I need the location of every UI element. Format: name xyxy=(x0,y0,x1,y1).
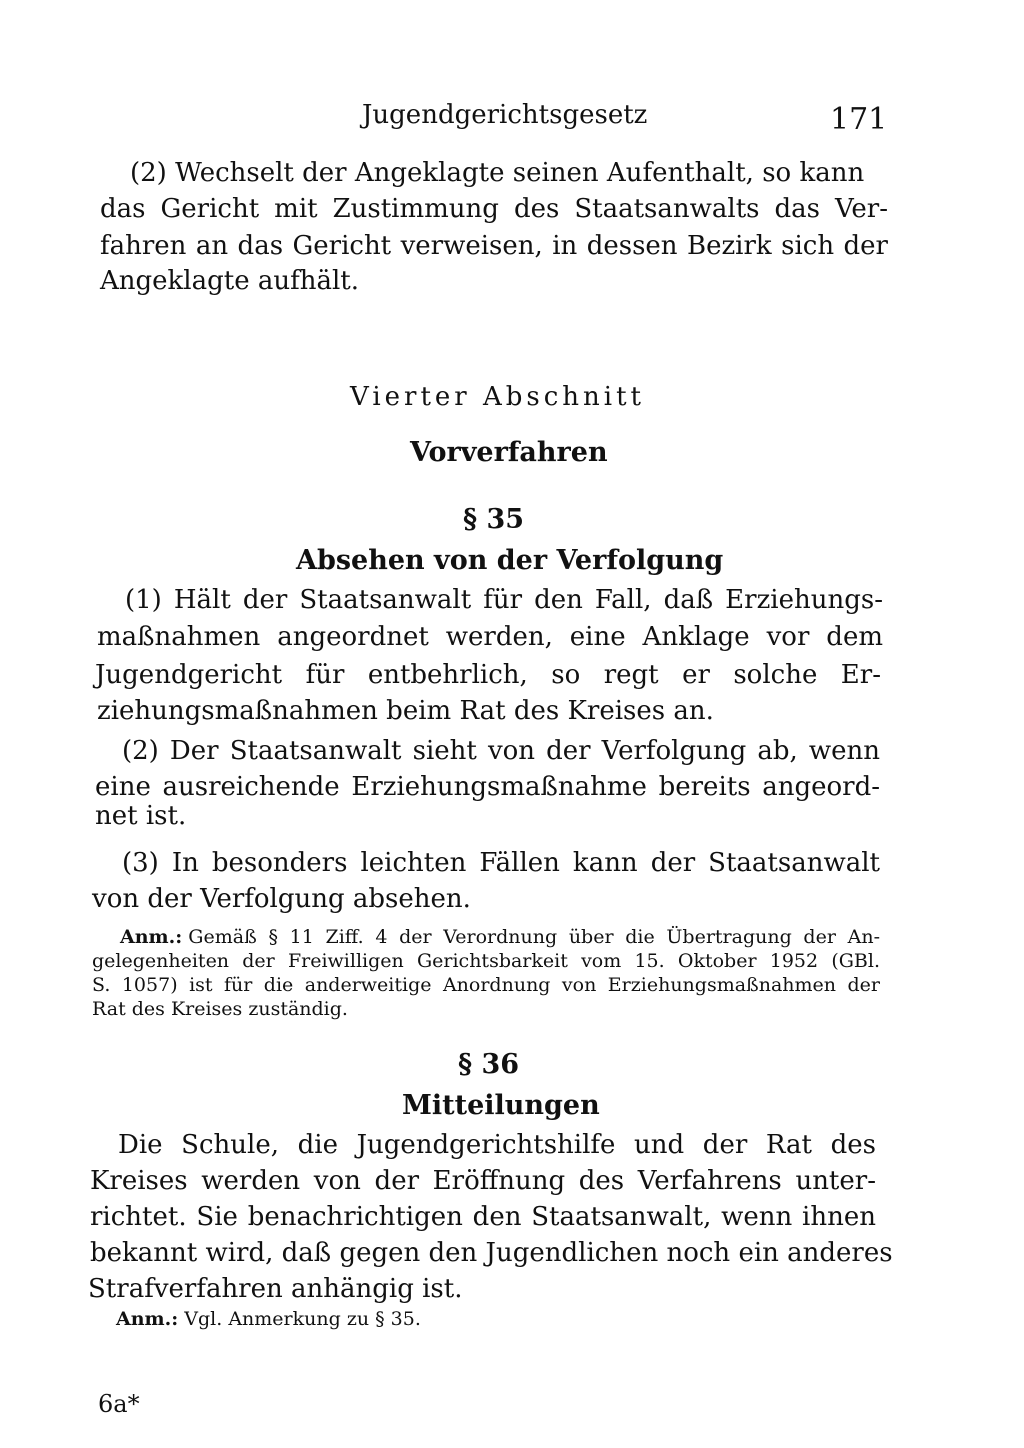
text-line: Strafverfahren anhängig ist. xyxy=(88,1274,463,1304)
text-line: Kreises werden von der Eröffnung des Verfahrens unter- xyxy=(90,1166,876,1196)
text-line: Angeklagte aufhält. xyxy=(100,266,360,296)
annotation-line xyxy=(116,1308,421,1330)
text-line: eine ausreichende Erziehungsmaßnahme bereits angeord- xyxy=(95,772,880,802)
text-line: Jugendgericht für entbehrlich, so regt er solche Er- xyxy=(95,660,881,690)
text-line: Die Schule, die Jugendgerichtshilfe und der Rat des xyxy=(118,1130,876,1160)
paragraph-number: § 36 xyxy=(458,1049,520,1080)
paragraph-title: Mitteilungen xyxy=(402,1090,600,1121)
annotation-line: gelegenheiten der Freiwilligen Gerichtsbarkeit vom 15. Oktober 1952 (GBl. xyxy=(92,950,880,972)
annotation-line: S. 1057) ist für die anderweitige Anordnung von Erziehungsmaßnahmen der xyxy=(92,974,880,996)
text-line: richtet. Sie benachrichtigen den Staatsanwalt, wenn ihnen xyxy=(90,1202,876,1232)
running-title: Jugendgerichtsgesetz xyxy=(362,100,648,130)
text-line: (1) Hält der Staatsanwalt für den Fall, daß Erziehungs- xyxy=(125,585,883,615)
paragraph-title: Absehen von der Verfolgung xyxy=(296,545,724,576)
text-line: maßnahmen angeordnet werden, eine Anklage vor dem xyxy=(97,622,883,652)
text-line: das Gericht mit Zustimmung des Staatsanwalts das Ver- xyxy=(100,194,888,224)
annotation-label: Anm.: xyxy=(116,1308,179,1330)
text-line: fahren an das Gericht verweisen, in dessen Bezirk sich der xyxy=(100,231,888,261)
annotation-line: Rat des Kreises zuständig. xyxy=(92,998,348,1020)
paragraph-number: § 35 xyxy=(463,504,525,535)
page-number: 171 xyxy=(830,102,888,137)
text-line xyxy=(130,158,888,188)
text-line: net ist. xyxy=(95,801,187,831)
section-heading: Vierter Abschnitt xyxy=(350,382,646,412)
text-line: (2) Der Staatsanwalt sieht von der Verfolgung ab, wenn xyxy=(122,736,880,766)
printer-signature: 6a* xyxy=(98,1390,140,1418)
annotation-label: Anm.: xyxy=(120,926,183,948)
text-line: (3) In besonders leichten Fällen kann der Staatsanwalt xyxy=(122,848,880,878)
section-subtitle: Vorverfahren xyxy=(410,437,608,468)
text-line: von der Verfolgung absehen. xyxy=(92,884,471,914)
text-line: bekannt wird, daß gegen den Jugendlichen noch ein anderes xyxy=(90,1238,893,1268)
annotation-text: Gemäß § 11 Ziff. 4 der Verordnung über die Übertragung der An- xyxy=(188,926,880,948)
text-line: ziehungsmaßnahmen beim Rat des Kreises an. xyxy=(97,696,714,726)
line-text: (2) Wechselt der Angeklagte seinen Aufenthalt, so kann xyxy=(130,158,865,188)
annotation-line xyxy=(120,926,880,948)
annotation-text: Vgl. Anmerkung zu § 35. xyxy=(184,1308,421,1330)
